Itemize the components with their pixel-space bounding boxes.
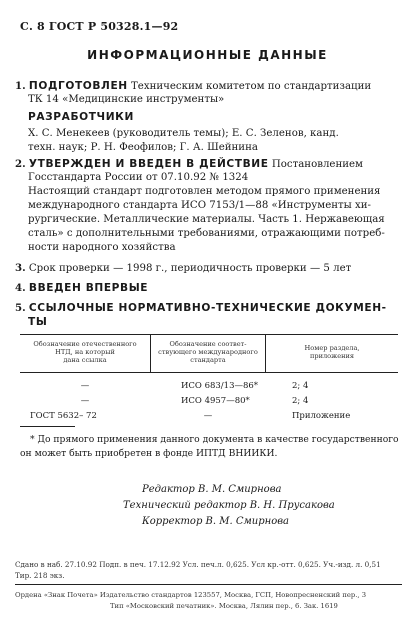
section-1-line-2: ТК 14 «Медицинские инструменты» [28, 94, 225, 105]
table-row-3-col-1: ГОСТ 5632– 72 [30, 411, 97, 421]
section-5-number: 5. [15, 302, 26, 314]
table-row-2-col-2: ИСО 4957—80* [181, 396, 250, 406]
table-header-col-3-line-1: Номер раздела, [304, 344, 360, 352]
table-row-3-col-3: Приложение [292, 411, 351, 421]
section-1-number: 1. [15, 80, 26, 92]
section-4-text: ВВЕДЕН ВПЕРВЫЕ [28, 282, 149, 294]
table-header-col-1-line-3: дана ссылка [63, 356, 107, 364]
section-1-lead-rest: Техническим комитетом по стандартизации [131, 81, 372, 92]
section-3 [15, 262, 351, 274]
imprint-line-1: Сдано в наб. 27.10.92 Подп. в печ. 17.12.92 Усл. печ.л. 0,625. Усл кр.-отт. 0,625. Уч.-изд. л. 0,51 [15, 560, 381, 569]
table-header-col-2-line-2: ствующего международного [158, 348, 258, 356]
section-2-line-5: рургические. Металлические материалы. Часть 1. Нержавеющая [28, 214, 385, 225]
table-header-col-2 [151, 340, 265, 364]
section-2-line-6: сталь» с дополнительными требованиями, отражающими потреб- [28, 228, 385, 239]
table-header-col-1 [20, 340, 150, 364]
section-4-number: 4. [15, 282, 26, 294]
table-header-col-3-line-2: приложения [309, 352, 355, 360]
section-2-lead-rest: Постановлением [271, 159, 363, 170]
table-header-rule [20, 372, 398, 373]
page-header: С. 8 ГОСТ Р 50328.1—92 [20, 20, 179, 33]
document-title: ИНФОРМАЦИОННЫЕ ДАННЫЕ [87, 48, 328, 62]
section-1-line-1 [15, 80, 371, 92]
section-2-line-7: ности народного хозяйства [28, 242, 176, 253]
table-top-rule [20, 334, 398, 335]
footnote-line-2: он может быть приобретен в фонде ИПТД ВНИИКИ. [20, 448, 278, 459]
table-header-col-1-line-2: НТД, на который [55, 348, 115, 356]
table-header-col-2-line-1: Обозначение соответ- [169, 340, 247, 348]
section-2-lead: УТВЕРЖДЕН И ВВЕДЕН В ДЕЙСТВИЕ [28, 158, 269, 170]
editor-line: Редактор В. М. Смирнова [142, 484, 282, 495]
section-5-line-2: ТЫ [28, 316, 48, 328]
developers-heading: РАЗРАБОТЧИКИ [28, 111, 134, 123]
section-1-lead: ПОДГОТОВЛЕН [28, 80, 128, 92]
publisher-line-1: Ордена «Знак Почета» Издательство стандартов 123557, Москва, ГСП, Новопресненский пер., 3 [15, 591, 367, 599]
publisher-rule [15, 584, 402, 585]
corrector-line: Корректор В. М. Смирнова [142, 516, 290, 527]
section-3-text: Срок проверки — 1998 г., периодичность проверки — 5 лет [28, 263, 352, 274]
footnote-line-1: * До прямого применения данного документа в качестве государственного [30, 434, 399, 445]
table-header-col-2-line-3: стандарта [190, 356, 226, 364]
section-2-number: 2. [15, 158, 26, 170]
section-2-line-4: международного стандарта ИСО 7153/1—88 «Инструменты хи- [28, 200, 372, 211]
developers-line-1: Х. С. Менекеев (руководитель темы); Е. С. Зеленов, канд. [28, 128, 339, 139]
table-row-1-col-2: ИСО 683/13—86* [181, 381, 259, 391]
footnote-rule [20, 426, 75, 427]
section-2-line-3: Настоящий стандарт подготовлен методом прямого применения [28, 186, 381, 197]
section-3-number: 3. [15, 262, 26, 274]
technical-editor-line: Технический редактор В. Н. Прусакова [123, 500, 335, 511]
table-row-2-col-1: — [80, 396, 90, 406]
imprint-line-2: Тир. 218 экз. [15, 571, 65, 580]
section-2-line-1 [15, 158, 363, 170]
publisher-line-2: Тип «Московский печатник». Москва, Лялин пер., 6. Зак. 1619 [110, 602, 338, 610]
table-row-2-col-3: 2; 4 [292, 396, 309, 406]
table-header-col-3 [266, 344, 398, 360]
table-header-col-1-line-1: Обозначение отечественного [33, 340, 137, 348]
table-row-1-col-1: — [80, 381, 90, 391]
section-5-line-1 [15, 302, 387, 314]
section-2-line-2: Госстандарта России от 07.10.92 № 1324 [28, 172, 249, 183]
table-row-1-col-3: 2; 4 [292, 381, 309, 391]
developers-line-2: техн. наук; Р. Н. Феофилов; Г. А. Шейнина [28, 142, 258, 153]
section-5-text: ССЫЛОЧНЫЕ НОРМАТИВНО-ТЕХНИЧЕСКИЕ ДОКУМЕН- [28, 302, 387, 314]
table-row-3-col-2: — [203, 411, 213, 421]
section-4 [15, 282, 148, 294]
